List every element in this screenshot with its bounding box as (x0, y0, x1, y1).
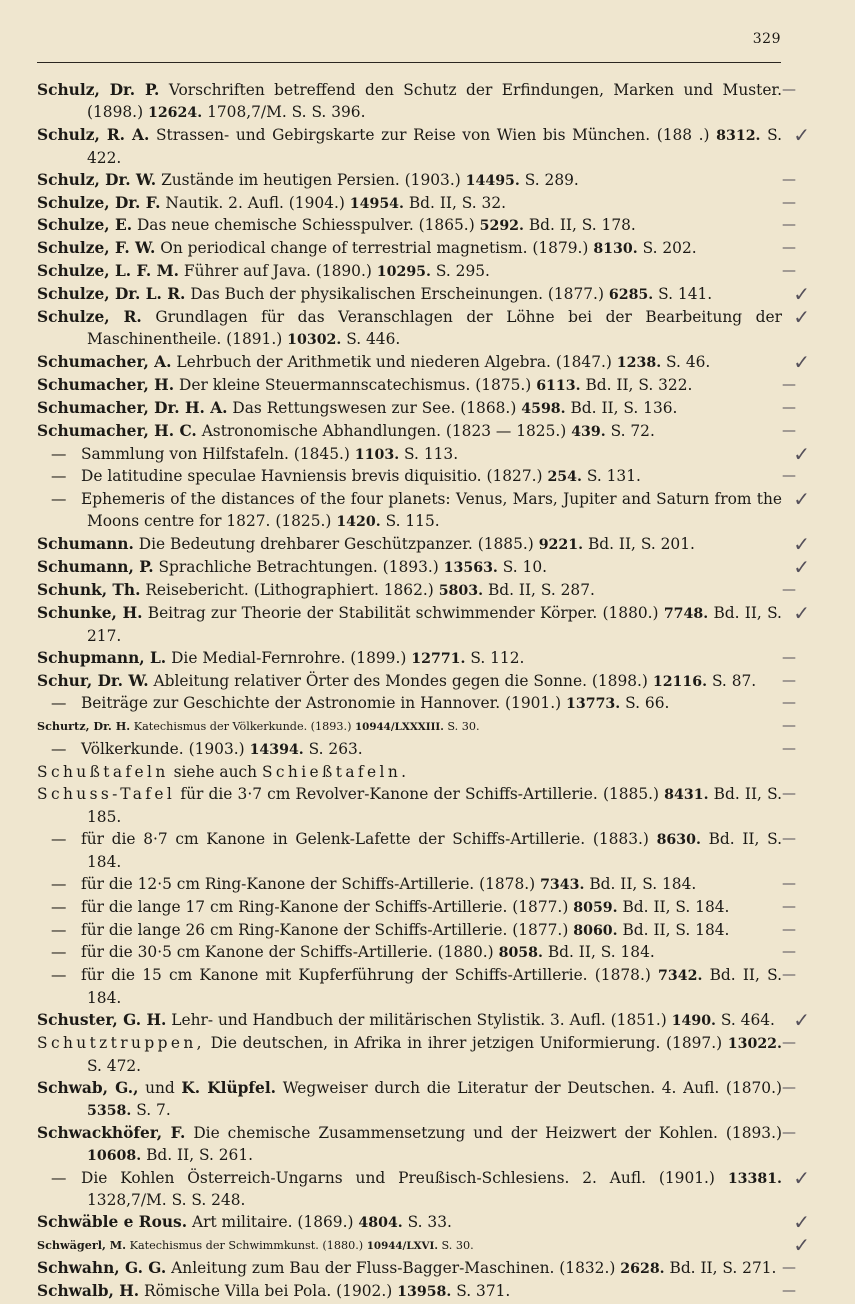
entry-reference: S. 472. (87, 1056, 142, 1075)
entry-reference: S. 113. (404, 444, 459, 463)
entry-reference: S. 46. (666, 352, 711, 371)
entry-title: Das neue chemische Schiesspulver. (1865.) (136, 216, 475, 235)
entry-keyword: Schießtafeln. (261, 763, 410, 782)
entry-accession-number: 13022. (727, 1036, 782, 1053)
index-entry (37, 193, 796, 216)
entry-accession-number: 8059. (573, 899, 618, 916)
entry-accession-number: 1490. (671, 1013, 716, 1030)
entry-title: On periodical change of terrestrial magnetism. (1879.) (160, 239, 589, 258)
index-entry (37, 874, 796, 897)
checkmark-icon: ✓ (793, 305, 810, 330)
checkmark-icon: ✓ (793, 282, 810, 307)
entry-accession-number: 7342. (658, 968, 703, 985)
header-rule (37, 62, 781, 63)
entry-reference: Bd. II, S. 185. (87, 785, 782, 826)
entry-accession-number: 12771. (411, 650, 466, 667)
ditto-dash: — (51, 874, 67, 893)
entry-author: Schuster, G. H. (37, 1011, 167, 1030)
ditto-dash: — (51, 897, 67, 916)
entry-author: Schur, Dr. W. (37, 671, 149, 690)
entry-title: De latitudine speculae Havniensis brevis diquisitio. (1827.) (81, 467, 543, 486)
dash-mark: — (782, 1124, 796, 1141)
entry-title: Lehr- und Handbuch der militärischen Stylistik. 3. Aufl. (1851.) (171, 1011, 667, 1030)
entry-title: Lehrbuch der Arithmetik und niederen Algebra. (1847.) (176, 352, 612, 371)
entry-title: Völkerkunde. (1903.) (81, 740, 245, 759)
index-entry (37, 1008, 810, 1033)
dash-mark: — (782, 944, 796, 961)
entry-reference: S. 371. (456, 1282, 511, 1301)
index-entry (37, 1033, 796, 1078)
entry-accession-number: 2628. (620, 1261, 665, 1278)
entry-reference: Bd. II, S. 184. (622, 897, 730, 916)
index-entry (37, 170, 796, 193)
entry-title: siehe auch (173, 763, 258, 782)
checkmark-icon: ✓ (793, 441, 810, 466)
index-entry (37, 349, 810, 375)
entry-reference: 1328,7/M. S. S. 248. (87, 1191, 246, 1210)
entry-author: Schwahn, G. G. (37, 1259, 167, 1278)
index-entry (37, 965, 796, 1010)
entry-reference: Bd. II, S. 322. (585, 375, 693, 394)
entry-title: Die deutschen, in Afrika in ihrer jetzigen Uniformierung. (1897.) (210, 1034, 723, 1053)
entry-reference: Bd. II, S. 184. (589, 874, 697, 893)
entry-accession-number: 1103. (354, 446, 400, 463)
index-entry (37, 238, 796, 261)
entry-accession-number: 12116. (652, 673, 708, 690)
checkmark-icon: ✓ (793, 1210, 810, 1235)
dash-mark: — (782, 967, 796, 984)
entry-title: Art militaire. (1869.) (191, 1213, 354, 1232)
dash-mark: — (782, 468, 796, 485)
entry-accession-number: 6113. (536, 377, 581, 394)
entry-reference: S. 10. (502, 558, 548, 577)
dash-mark: — (782, 263, 796, 280)
entry-accession-number: 14954. (349, 195, 404, 212)
entry-accession-number: 8058. (498, 945, 543, 962)
entry-keyword: Schutztruppen, (37, 1034, 205, 1053)
entry-author: Schwägerl, M. (37, 1238, 127, 1253)
entry-accession-number: 10944/LXVI. (366, 1240, 438, 1253)
dash-mark: — (782, 1283, 796, 1300)
entry-reference: Bd. II, S. 201. (587, 535, 695, 554)
index-entry (37, 600, 810, 648)
entry-author: Schwäble e Rous. (37, 1213, 188, 1232)
dash-mark: — (782, 422, 796, 439)
entry-accession-number: 1238. (616, 354, 662, 371)
entry-reference: Bd. II, S. 261. (146, 1145, 254, 1164)
page-number: 329 (752, 31, 781, 47)
entry-title: Anleitung zum Bau der Fluss-Bagger-Maschinen. (1832.) (171, 1259, 616, 1278)
entry-accession-number: 10295. (376, 264, 431, 281)
entry-reference: Bd. II, S. 271. (669, 1259, 777, 1278)
dash-mark: — (782, 217, 796, 234)
entry-accession-number: 14495. (465, 172, 520, 189)
index-entry (37, 762, 782, 784)
entry-author: Schumacher, Dr. H. A. (37, 398, 228, 417)
entry-author: Schunke, H. (37, 603, 143, 622)
entry-title: Die Bedeutung drehbarer Geschützpanzer. (1885.) (138, 535, 534, 554)
entry-author: Schulze, L. F. M. (37, 262, 179, 281)
entry-author: Schwalb, H. (37, 1282, 140, 1301)
index-entry (37, 1258, 796, 1281)
entry-author: Schulze, E. (37, 216, 133, 235)
entry-title: Reisebericht. (Lithographiert. 1862.) (145, 580, 434, 599)
entry-author: K. Klüpfel. (181, 1078, 277, 1097)
entry-reference: Bd. II, S. 217. (87, 603, 782, 645)
entry-accession-number: 13773. (566, 696, 621, 713)
entry-title: Strassen- und Gebirgskarte zur Reise von Wien bis München. (188 .) (155, 125, 710, 144)
dash-mark: — (782, 718, 796, 735)
index-entry (37, 305, 810, 352)
entry-accession-number: 9221. (538, 537, 584, 554)
entry-reference: S. 131. (586, 467, 641, 486)
entry-reference: S. 66. (625, 694, 670, 713)
checkmark-icon: ✓ (793, 1233, 810, 1258)
entry-title: Nautik. 2. Aufl. (1904.) (165, 193, 345, 212)
entry-title: Römische Villa bei Pola. (1902.) (144, 1282, 393, 1301)
index-entry (37, 398, 796, 421)
checkmark-icon: ✓ (793, 487, 810, 512)
dash-mark: — (782, 898, 796, 915)
entry-title: Beitrag zur Theorie der Stabilität schwimmender Körper. (1880.) (147, 603, 659, 622)
entry-reference: Bd. II, S. 178. (528, 216, 636, 235)
index-entry (37, 829, 796, 874)
entry-author: Schulz, Dr. W. (37, 170, 157, 189)
index-entry (37, 421, 796, 444)
entry-reference: S. 202. (642, 239, 697, 258)
index-entry (37, 897, 796, 920)
entry-reference: Bd. II, S. 287. (487, 580, 595, 599)
dash-mark: — (782, 1079, 796, 1096)
entry-title: Das Rettungswesen zur See. (1868.) (232, 398, 517, 417)
entry-reference: S. 295. (435, 262, 490, 281)
entry-accession-number: 8431. (664, 787, 709, 804)
index-entry (37, 282, 810, 307)
entry-title: für die lange 26 cm Ring-Kanone der Schiffs-Artillerie. (1877.) (81, 920, 569, 939)
entry-author: Schurtz, Dr. H. (37, 719, 131, 734)
index-entry (37, 261, 796, 284)
index-entry (37, 1233, 810, 1258)
entry-title: Katechismus der Völkerkunde. (1893.) (133, 720, 352, 734)
entry-accession-number: 1420. (336, 514, 381, 531)
entry-reference: S. 446. (346, 329, 401, 348)
dash-mark: — (782, 376, 796, 393)
entry-title: für die 15 cm Kanone mit Kupferführung der Schiffs-Artillerie. (1878.) (81, 966, 651, 985)
index-entry (37, 215, 796, 238)
index-entry (37, 122, 810, 170)
entry-title: Die Medial-Fernrohre. (1899.) (171, 648, 407, 667)
entry-accession-number: 10302. (287, 331, 342, 348)
entry-reference: S. 33. (407, 1213, 452, 1232)
dash-mark: — (782, 921, 796, 938)
entry-title: für die 3·7 cm Revolver-Kanone der Schiffs-Artillerie. (1885.) (180, 785, 660, 804)
entry-author: Schumacher, A. (37, 352, 172, 371)
entry-accession-number: 5358. (87, 1102, 132, 1119)
ditto-dash: — (51, 829, 67, 848)
dash-mark: — (782, 194, 796, 211)
entry-title: Die Kohlen Österreich-Ungarns und Preußisch-Schlesiens. 2. Aufl. (1901.) (81, 1168, 715, 1187)
entry-title: Der kleine Steuermannscatechismus. (1875.) (179, 375, 532, 394)
entry-reference: S. 112. (470, 648, 525, 667)
dash-mark: — (782, 786, 796, 803)
entry-reference: Bd. II, S. 184. (87, 829, 782, 871)
entry-accession-number: 6285. (608, 287, 654, 304)
entry-accession-number: 8630. (656, 831, 701, 848)
entry-author: Schumacher, H. (37, 375, 175, 394)
dash-mark: — (782, 649, 796, 666)
entry-reference: S. 30. (441, 1239, 474, 1253)
ditto-dash: — (51, 1168, 67, 1187)
entry-accession-number: 5292. (479, 218, 524, 235)
dash-mark: — (782, 171, 796, 188)
entry-accession-number: 10944/LXXXIII. (355, 721, 444, 734)
index-entry (37, 942, 796, 965)
ditto-dash: — (51, 740, 67, 759)
entry-title: für die 8·7 cm Kanone in Gelenk-Lafette der Schiffs-Artillerie. (1883.) (81, 829, 649, 848)
index-entry (37, 1210, 810, 1235)
checkmark-icon: ✓ (793, 600, 810, 625)
entry-accession-number: 8060. (573, 922, 618, 939)
entry-accession-number: 4804. (358, 1215, 403, 1232)
dash-mark: — (782, 741, 796, 758)
entry-keyword: Schuss-Tafel (37, 785, 176, 804)
index-entry (37, 532, 810, 557)
entry-reference: Bd. II, S. 184. (622, 920, 730, 939)
checkmark-icon: ✓ (793, 122, 810, 147)
entry-accession-number: 10608. (87, 1147, 142, 1164)
dash-mark: — (782, 1260, 796, 1277)
entry-title: Ableitung relativer Örter des Mondes gegen die Sonne. (1898.) (153, 671, 648, 690)
dash-mark: — (782, 240, 796, 257)
index-entry (37, 375, 796, 398)
entry-reference: S. 87. (711, 671, 757, 690)
entry-author: Schumann. (37, 535, 134, 554)
dash-mark: — (782, 672, 796, 689)
entry-title: Sammlung von Hilfstafeln. (1845.) (81, 444, 350, 463)
checkmark-icon: ✓ (793, 1165, 810, 1190)
index-entry (37, 1078, 796, 1123)
entry-reference: S. 141. (658, 285, 713, 304)
entry-reference: S. 263. (308, 740, 363, 759)
entry-reference: S. 7. (136, 1100, 171, 1119)
index-entry (37, 920, 796, 943)
entry-reference: Bd. II, S. 184. (547, 943, 655, 962)
entry-author: Schulze, Dr. F. (37, 193, 161, 212)
entry-author: Schulze, R. (37, 308, 142, 327)
entry-author: Schulze, F. W. (37, 239, 156, 258)
dash-mark: — (782, 581, 796, 598)
index-entry (37, 671, 796, 694)
entry-reference: S. 422. (87, 125, 782, 167)
index-entry (37, 716, 796, 739)
entry-accession-number: 439. (571, 423, 606, 440)
index-entry (37, 466, 796, 489)
entry-title: Vorschriften betreffend den Schutz der Erfindungen, Marken und Muster. (1898.) (87, 81, 782, 121)
entry-title: Astronomische Abhandlungen. (1823 — 1825.) (201, 421, 567, 440)
entry-accession-number: 8130. (593, 241, 638, 258)
entry-accession-number: 14394. (249, 742, 304, 759)
index-entry (37, 487, 810, 534)
dash-mark: — (782, 695, 796, 712)
entry-author: Schulz, R. A. (37, 125, 150, 144)
entry-author: Schupmann, L. (37, 648, 167, 667)
entry-accession-number: 5803. (438, 582, 484, 599)
entry-reference: 1708,7/M. S. S. 396. (207, 102, 366, 121)
dash-mark: — (782, 1035, 796, 1052)
entry-accession-number: 7748. (663, 605, 709, 622)
entry-author: Schulz, Dr. P. (37, 81, 160, 99)
entry-reference: Bd. II, S. 184. (87, 966, 782, 1008)
index-entry (37, 580, 796, 603)
entry-author: Schumacher, H. C. (37, 421, 197, 440)
entry-title: Katechismus der Schwimmkunst. (1880.) (129, 1239, 364, 1253)
index-entry (37, 1123, 796, 1168)
entry-title: Das Buch der physikalischen Erscheinungen. (1877.) (190, 285, 604, 304)
dash-mark: — (782, 875, 796, 892)
checkmark-icon: ✓ (793, 1008, 810, 1033)
entry-reference: S. 115. (385, 512, 440, 531)
checkmark-icon: ✓ (793, 349, 810, 374)
ditto-dash: — (51, 467, 67, 486)
entry-author: Schunk, Th. (37, 580, 141, 599)
entry-accession-number: 13958. (397, 1284, 452, 1301)
entry-title: Sprachliche Betrachtungen. (1893.) (158, 558, 439, 577)
entry-author: Schulze, Dr. L. R. (37, 285, 186, 304)
ditto-dash: — (51, 694, 67, 713)
index-entry (37, 1281, 796, 1304)
entry-reference: S. 464. (720, 1011, 775, 1030)
index-entry (37, 555, 810, 580)
entry-title: Grundlagen für das Veranschlagen der Löhne bei der Bearbeitung der Maschinentheile. (1891.) (87, 308, 782, 348)
entry-title: Wegweiser durch die Literatur der Deutschen. 4. Aufl. (1870.) (282, 1078, 782, 1097)
index-entry (37, 1165, 810, 1213)
entry-title: Beiträge zur Geschichte der Astronomie in Hannover. (1901.) (81, 694, 562, 713)
index-entry (37, 693, 796, 716)
entry-author: Schwackhöfer, F. (37, 1123, 186, 1142)
index-entry (37, 441, 810, 467)
ditto-dash: — (51, 966, 67, 985)
entry-accession-number: 4598. (521, 400, 566, 417)
index-entry (37, 80, 796, 125)
entry-accession-number: 8312. (716, 127, 761, 144)
index-entries (37, 80, 810, 1304)
dash-mark: — (782, 399, 796, 416)
entry-author: Schumann, P. (37, 558, 154, 577)
entry-title: Ephemeris of the distances of the four planets: Venus, Mars, Jupiter and Saturn from the Moons centre for 1827. (1825.) (81, 490, 782, 531)
entry-title: für die 30·5 cm Kanone der Schiffs-Artillerie. (1880.) (81, 943, 494, 962)
entry-accession-number: 12624. (147, 104, 203, 121)
entry-reference: Bd. II, S. 136. (570, 398, 678, 417)
entry-reference: S. 289. (524, 170, 579, 189)
ditto-dash: — (51, 490, 67, 509)
checkmark-icon: ✓ (793, 555, 810, 580)
entry-title: Zustände im heutigen Persien. (1903.) (161, 170, 461, 189)
entry-title: Führer auf Java. (1890.) (183, 262, 372, 281)
entry-reference: S. 72. (610, 421, 655, 440)
entry-author: Schwab, G., (37, 1078, 139, 1097)
entry-accession-number: 13381. (727, 1170, 782, 1187)
entry-accession-number: 254. (547, 469, 582, 486)
checkmark-icon: ✓ (793, 532, 810, 557)
entry-title: Die chemische Zusammensetzung und der Heizwert der Kohlen. (1893.) (193, 1123, 782, 1142)
index-entry (37, 784, 796, 829)
entry-reference: Bd. II, S. 32. (408, 193, 507, 212)
entry-title: für die 12·5 cm Ring-Kanone der Schiffs-Artillerie. (1878.) (81, 874, 536, 893)
ditto-dash: — (51, 943, 67, 962)
entry-keyword: Schußtafeln (37, 763, 169, 782)
entry-accession-number: 13563. (443, 560, 498, 577)
index-entry (37, 739, 796, 762)
entry-title: und (145, 1078, 175, 1097)
entry-reference: S. 30. (447, 720, 480, 734)
entry-title: für die lange 17 cm Ring-Kanone der Schiffs-Artillerie. (1877.) (81, 897, 569, 916)
dash-mark: — (782, 830, 796, 847)
entry-accession-number: 7343. (540, 876, 585, 893)
ditto-dash: — (51, 444, 67, 463)
dash-mark: — (782, 82, 796, 98)
index-entry (37, 648, 796, 671)
ditto-dash: — (51, 920, 67, 939)
